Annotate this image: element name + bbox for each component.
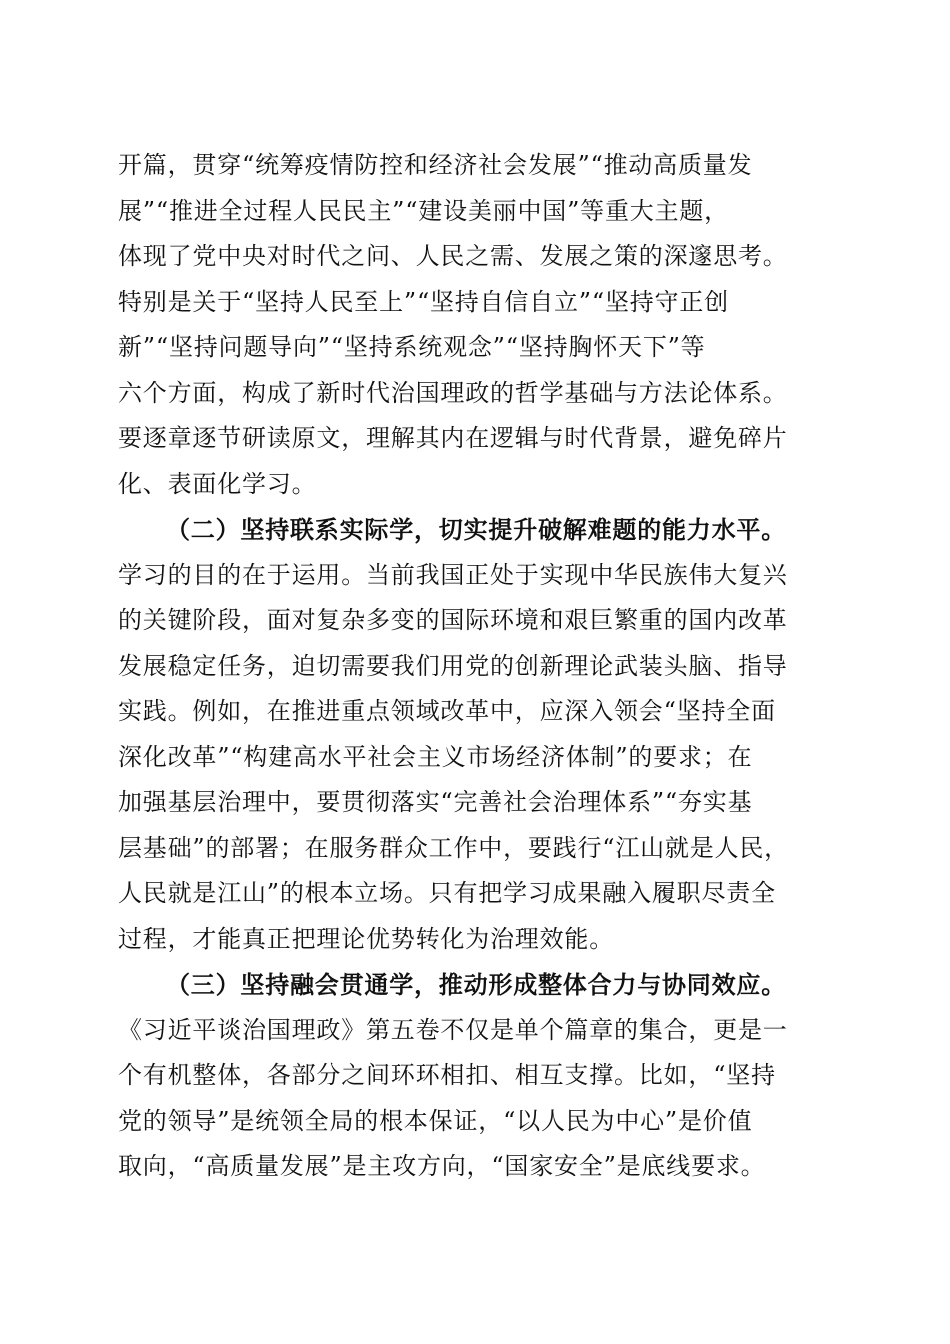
text-line: 取向，“高质量发展”是主攻方向，“国家安全”是底线要求。 xyxy=(118,1152,766,1180)
text-line: 展”“推进全过程人民民主”“建设美丽中国”等重大主题， xyxy=(118,196,729,225)
body-text xyxy=(118,143,838,1190)
text-line: 新”“坚持问题导向”“坚持系统观念”“坚持胸怀天下”等 xyxy=(118,333,706,361)
text-line: 《习近平谈治国理政》第五卷不仅是单个篇章的集合，更是一 xyxy=(118,1015,788,1044)
text-line: 个有机整体，各部分之间环环相扣、相互支撑。比如，“坚持 xyxy=(118,1061,776,1089)
text-line: 特别是关于“坚持人民至上”“坚持自信自立”“坚持守正创 xyxy=(118,287,729,316)
text-line: 体现了党中央对时代之问、人民之需、发展之策的深邃思考。 xyxy=(118,242,788,270)
text-line: 学习的目的在于运用。当前我国正处于实现中华民族伟大复兴 xyxy=(118,560,788,589)
text-line: 党的领导”是统领全局的根本保证，“以人民为中心”是价值 xyxy=(118,1106,753,1135)
text-line: 人民就是江山”的根本立场。只有把学习成果融入履职尽责全 xyxy=(118,879,776,907)
section-heading-3: （三）坚持融会贯通学，推动形成整体合力与协同效应。 xyxy=(166,970,786,999)
text-line: 的关键阶段，面对复杂多变的国际环境和艰巨繁重的国内改革 xyxy=(118,606,788,634)
text-line: 化、表面化学习。 xyxy=(118,469,317,498)
text-line: 要逐章逐节研读原文，理解其内在逻辑与时代背景，避免碎片 xyxy=(118,424,788,452)
text-line: 过程，才能真正把理论优势转化为治理效能。 xyxy=(118,924,614,953)
text-line: 深化改革”“构建高水平社会主义市场经济体制”的要求；在 xyxy=(118,742,753,771)
text-line: 实践。例如，在推进重点领域改革中，应深入领会“坚持全面 xyxy=(118,697,776,725)
text-line: 层基础”的部署；在服务群众工作中，要践行“江山就是人民， xyxy=(118,833,789,862)
text-line: 六个方面，构成了新时代治国理政的哲学基础与方法论体系。 xyxy=(118,378,788,407)
text-line: 发展稳定任务，迫切需要我们用党的创新理论武装头脑、指导 xyxy=(118,651,788,680)
text-line: 加强基层治理中，要贯彻落实“完善社会治理体系”“夯实基 xyxy=(118,788,753,816)
text-line: 开篇，贯穿“统筹疫情防控和经济社会发展”“推动高质量发 xyxy=(118,151,753,179)
section-heading-2: （二）坚持联系实际学，切实提升破解难题的能力水平。 xyxy=(166,515,786,544)
